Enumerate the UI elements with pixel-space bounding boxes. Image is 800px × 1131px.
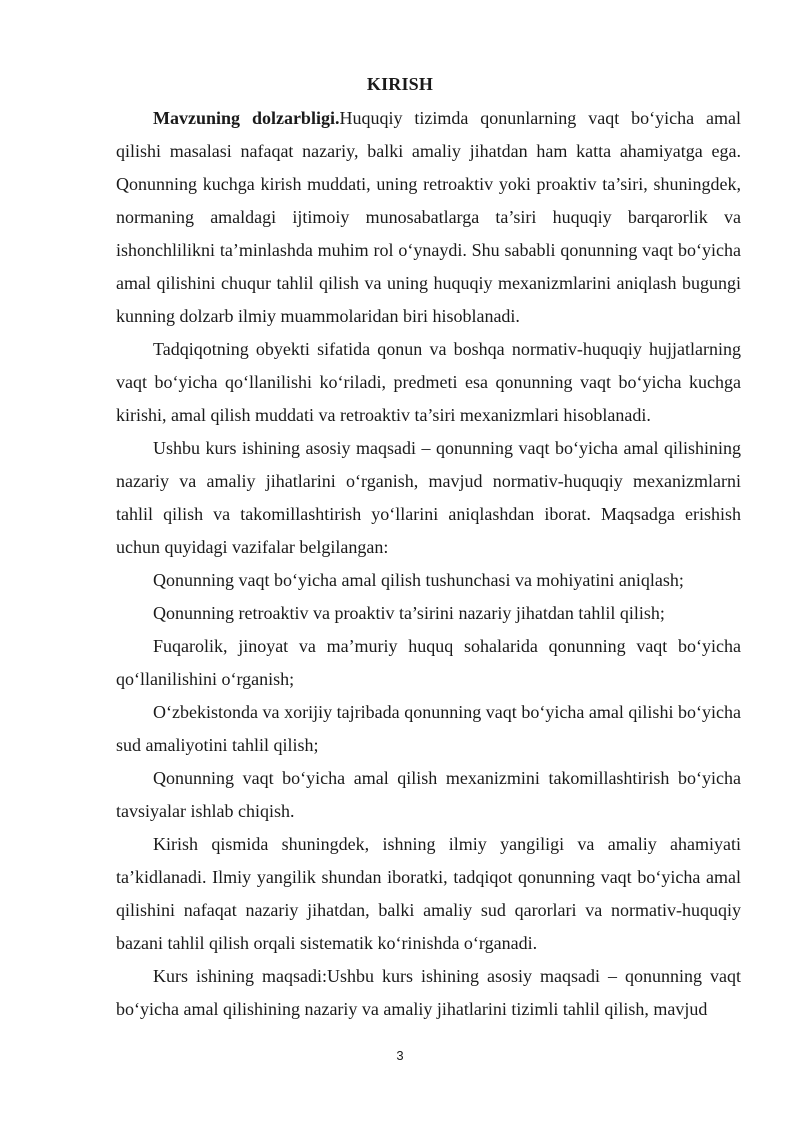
- paragraph-goal: Ushbu kurs ishining asosiy maqsadi – qonunning vaqt bo‘yicha amal qilishining nazariy va amaliy jihatlarini o‘rganish, mavjud normativ-huquqiy mexanizmlarni tahlil qilish va takomillashtirish yo‘llarini aniqlashdan iborat. Maqsadga erishish uchun quyidagi vazifalar belgilangan:: [116, 438, 741, 557]
- paragraph-text: Huquqiy tizimda qonunlarning vaqt bo‘yicha amal qilishi masalasi nafaqat nazariy, balki amaliy jihatdan ham katta ahamiyatga ega. Qonunning kuchga kirish muddati, uning retroaktiv yoki proaktiv ta’siri, shuningdek, normaning amaldagi ijtimoiy munosabatlarga ta’siri huquqiy barqarorlik va ishonchlilikni ta’minlashda muhim rol o‘ynaydi. Shu sababli qonunning vaqt bo‘yicha amal qilishini chuqur tahlil qilish va uning huquqiy mexanizmlarini aniqlash bugungi kunning dolzarb ilmiy muammolaridan biri hisoblanadi.: [116, 108, 742, 326]
- task-item: Qonunning vaqt bo‘yicha amal qilish mexanizmini takomillashtirish bo‘yicha tavsiyalar ishlab chiqish.: [116, 768, 741, 821]
- paragraph-relevance: [116, 102, 741, 333]
- body-text: [116, 102, 741, 1026]
- paragraph-object: Tadqiqotning obyekti sifatida qonun va boshqa normativ-huquqiy hujjatlarning vaqt bo‘yicha qo‘llanilishi ko‘riladi, predmeti esa qonunning vaqt bo‘yicha kuchga kirishi, amal qilish muddati va retroaktiv ta’siri mexanizmlari hisoblanadi.: [116, 339, 741, 425]
- task-item: Fuqarolik, jinoyat va ma’muriy huquq sohalarida qonunning vaqt bo‘yicha qo‘llanilishini o‘rganish;: [116, 636, 741, 689]
- task-item: Qonunning retroaktiv va proaktiv ta’sirini nazariy jihatdan tahlil qilish;: [153, 603, 665, 623]
- task-item: O‘zbekistonda va xorijiy tajribada qonunning vaqt bo‘yicha amal qilishi bo‘yicha sud amaliyotini tahlil qilish;: [116, 702, 741, 755]
- paragraph-lead: Mavzuning dolzarbligi.: [153, 108, 340, 128]
- page-title: KIRISH: [366, 74, 434, 94]
- page-number: 3: [396, 1048, 404, 1063]
- task-item: Qonunning vaqt bo‘yicha amal qilish tushunchasi va mohiyatini aniqlash;: [153, 570, 684, 590]
- paragraph-novelty: Kirish qismida shuningdek, ishning ilmiy yangiligi va amaliy ahamiyati ta’kidlanadi. Ilmiy yangilik shundan iboratki, tadqiqot qonunning vaqt bo‘yicha amal qilishini nafaqat nazariy jihatdan, balki amaliy sud qarorlari va normativ-huquqiy bazani tahlil qilish orqali sistematik ko‘rinishda o‘rganadi.: [116, 834, 741, 953]
- paragraph-aim: Kurs ishining maqsadi:Ushbu kurs ishining asosiy maqsadi – qonunning vaqt bo‘yicha amal qilishining nazariy va amaliy jihatlarini tizimli tahlil qilish, mavjud: [116, 966, 741, 1019]
